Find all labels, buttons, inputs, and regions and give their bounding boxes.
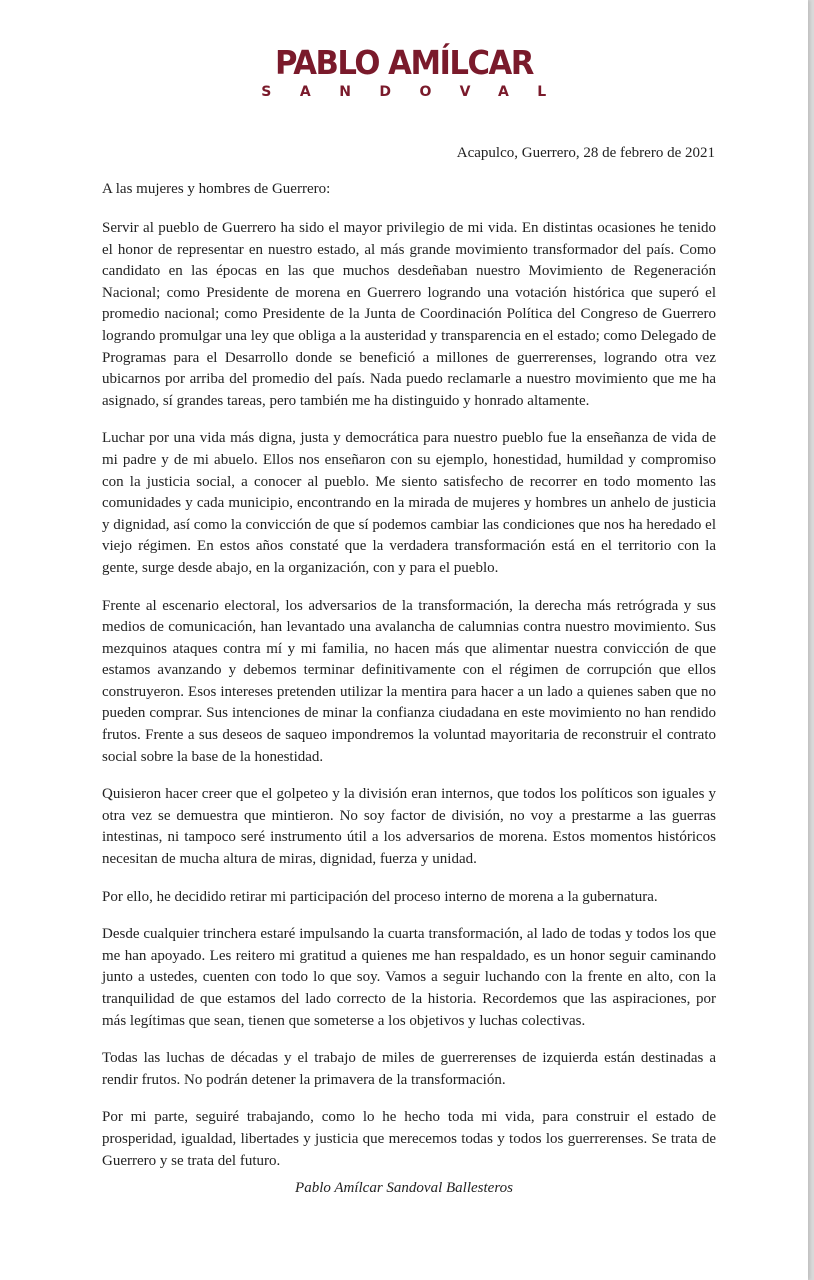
greeting: A las mujeres y hombres de Guerrero: [102, 181, 331, 197]
paragraph-2: Luchar por una vida más digna, justa y democrática para nuestro pueblo fue la enseñanza de vida de mi padre y de mi abuelo. Ellos nos enseñaron con su ejemplo, honestidad, humildad y compromiso con la justicia social, a conocer al pueblo. Me siento satisfecho de recorrer en todo momento las comunidades y cada municipio, encontrando en la mirada de mujeres y hombres un anhelo de justicia y dignidad, así como la convicción de que sí podemos cambiar las condiciones que nos ha heredado el viejo régimen. En estos años constaté que la verdadera transformación está en el territorio con la gente, surge desde abajo, en la organización, con y para el pueblo. [102, 430, 716, 576]
letterhead-name: PABLO AMÍLCAR [275, 43, 533, 82]
paragraph-6: Desde cualquier trinchera estaré impulsando la cuarta transformación, al lado de todas y todos los que me han apoyado. Les reitero mi gratitud a quienes me han respaldado, es un honor seguir caminando junto a ustedes, cuenten con todo lo que soy. Vamos a seguir luchando con la frente en alto, con la tranquilidad de que estamos del lado correcto de la historia. Recordemos que las aspiraciones, por más legítimas que sean, tienen que someterse a los objetivos y luchas colectivas. [102, 926, 716, 1029]
paragraph-5: Por ello, he decidido retirar mi participación del proceso interno de morena a la gubernatura. [102, 888, 658, 905]
paragraph-3: Frente al escenario electoral, los adversarios de la transformación, la derecha más retrógrada y sus medios de comunicación, han levantado una avalancha de calumnias contra nuestro movimiento. Sus mezquinos ataques contra mí y mi familia, no hacen más que alimentar nuestra convicción de que estamos avanzando y debemos terminar definitivamente con el régimen de corrupción que ellos construyeron. Esos intereses pretenden utilizar la mentira para hacer a un lado a quienes saben que no pueden comprar. Sus intenciones de minar la confianza ciudadana en este movimiento no han rendido frutos. Frente a sus deseos de saqueo impondremos la voluntad mayoritaria de reconstruir el contrato social sobre la base de la honestidad. [102, 597, 716, 765]
paragraph-8: Por mi parte, seguiré trabajando, como lo he hecho toda mi vida, para construir el estado de prosperidad, igualdad, libertades y justicia que merecemos todas y todos los guerrerenses. Se trata de Guerrero y se trata del futuro. [102, 1109, 716, 1169]
letterhead-surname: SANDOVAL [261, 84, 575, 100]
letterhead-logo [0, 44, 808, 101]
date-line: Acapulco, Guerrero, 28 de febrero de 2021 [456, 145, 715, 161]
paragraph-1: Servir al pueblo de Guerrero ha sido el mayor privilegio de mi vida. En distintas ocasiones he tenido el honor de representar en nuestro estado, al más grande movimiento transformador del país. Como candidato en las épocas en las que muchos desdeñaban nuestro Movimiento de Regeneración Nacional; como Presidente de morena en Guerrero logrando una votación histórica que superó el promedio nacional; como Presidente de la Junta de Coordinación Política del Congreso de Guerrero logrando promulgar una ley que obliga a la austeridad y transparencia en el estado; como Delegado de Programas para el Desarrollo donde se benefició a millones de guerrerenses, logrando otra vez ubicarnos por arriba del promedio del país. Nada puedo reclamarle a nuestro movimiento que me ha asignado, sí grandes tareas, pero también me ha distinguido y honrado altamente. [102, 220, 716, 409]
paragraph-7: Todas las luchas de décadas y el trabajo de miles de guerrerenses de izquierda están destinadas a rendir frutos. No podrán detener la primavera de la transformación. [102, 1050, 716, 1088]
paragraph-4: Quisieron hacer creer que el golpeteo y la división eran internos, que todos los políticos son iguales y otra vez se demuestra que mintieron. No soy factor de división, no voy a prestarme a las guerras intestinas, ni tampoco seré instrumento útil a los adversarios de morena. Estos momentos históricos necesitan de mucha altura de miras, dignidad, fuerza y unidad. [102, 786, 716, 868]
signature: Pablo Amílcar Sandoval Ballesteros [295, 1180, 513, 1196]
letter-body [102, 218, 716, 1188]
